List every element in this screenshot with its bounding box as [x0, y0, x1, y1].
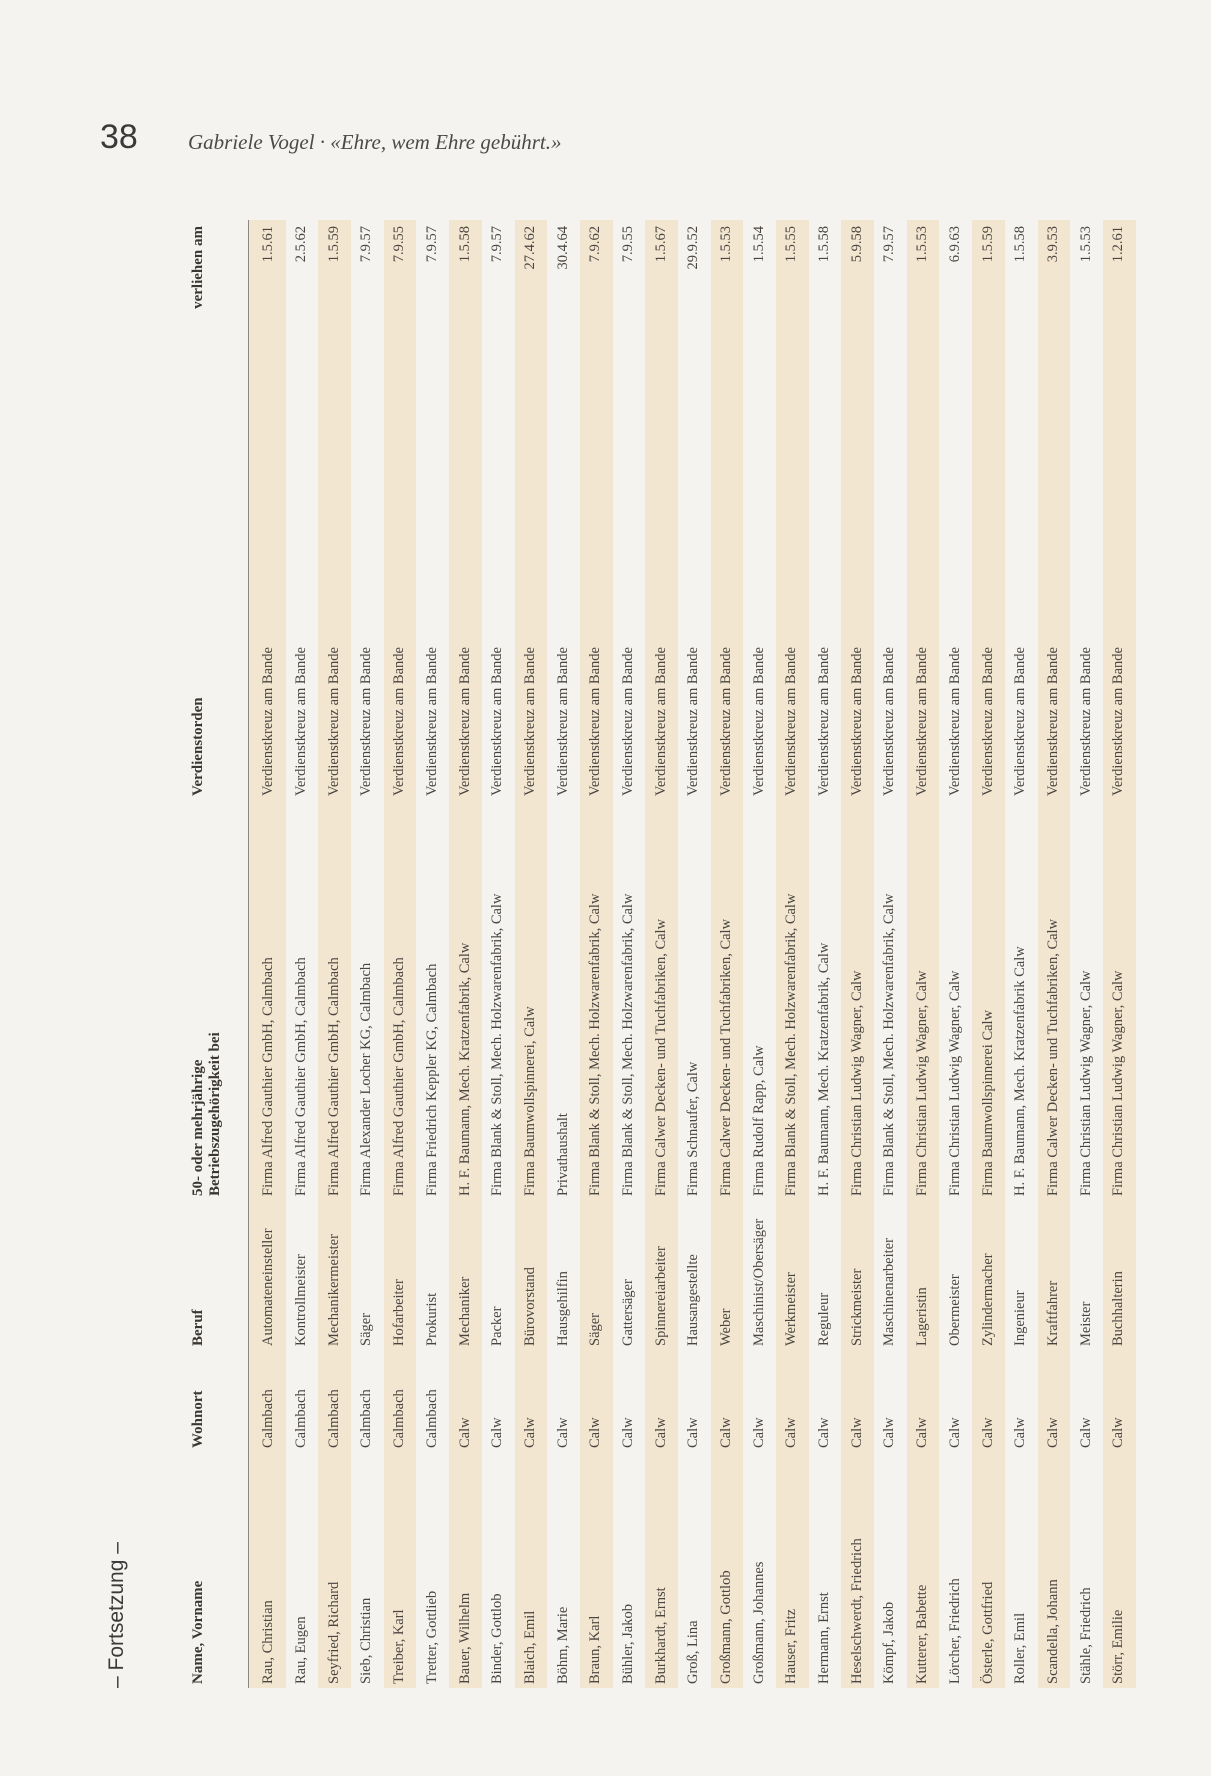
- cell-firma: Firma Christian Ludwig Wagner, Calw: [946, 970, 963, 1196]
- table-row: [384, 220, 417, 1688]
- cell-wohnort: Calw: [1012, 1417, 1029, 1448]
- table-row: [809, 220, 842, 1688]
- cell-wohnort: Calmbach: [384, 1350, 417, 1452]
- cell-name: Blaich, Emil: [515, 1452, 548, 1688]
- cell-orden: Verdienstkreuz am Bande: [972, 465, 1005, 800]
- cell-firma: Firma Blank & Stoll, Mech. Holzwarenfabrik, Calw: [776, 800, 809, 1200]
- cell-firma: Firma Alfred Gauthier GmbH, Calmbach: [249, 800, 286, 1200]
- cell-datum: 27.4.62: [515, 220, 548, 465]
- cell-name: Groß, Lina: [685, 1620, 702, 1684]
- cell-orden: Verdienstkreuz am Bande: [384, 465, 417, 800]
- cell-beruf: Lageristin: [907, 1200, 940, 1350]
- cell-datum: 1.5.59: [972, 220, 1005, 465]
- cell-firma: Firma Baumwollspinnerei, Calw: [515, 800, 548, 1200]
- cell-firma: H. F. Baumann, Mech. Kratzenfabrik Calw: [1012, 946, 1029, 1196]
- cell-orden: Verdienstkreuz am Bande: [423, 647, 440, 796]
- cell-datum: 7.9.55: [384, 220, 417, 465]
- cell-name: Hermann, Ernst: [816, 1592, 833, 1684]
- column-header-firma-line1: 50- oder mehrjährige: [190, 1059, 206, 1196]
- cell-orden: Verdienstkreuz am Bande: [358, 647, 375, 796]
- cell-beruf: Zylindermacher: [972, 1200, 1005, 1350]
- cell-beruf: Bürovorstand: [515, 1200, 548, 1350]
- cell-wohnort: Calw: [449, 1350, 482, 1452]
- cell-beruf: Werkmeister: [776, 1200, 809, 1350]
- cell-beruf: Spinnereiarbeiter: [645, 1200, 678, 1350]
- running-title: Gabriele Vogel · «Ehre, wem Ehre gebührt.»: [188, 130, 562, 154]
- cell-beruf: Hausangestellte: [685, 1254, 702, 1346]
- cell-datum: 1.5.58: [449, 220, 482, 465]
- table-row: [678, 220, 711, 1688]
- cell-wohnort: Calw: [515, 1350, 548, 1452]
- cell-firma: Firma Alfred Gauthier GmbH, Calmbach: [293, 957, 310, 1196]
- cell-orden: Verdienstkreuz am Bande: [1038, 465, 1071, 800]
- cell-beruf: Kontrollmeister: [293, 1254, 310, 1346]
- cell-datum: 5.9.58: [841, 220, 874, 465]
- cell-beruf: Buchhalterin: [1103, 1200, 1136, 1350]
- cell-beruf: Prokurist: [423, 1292, 440, 1346]
- cell-name: Tretter, Gottlieb: [423, 1590, 440, 1684]
- cell-datum: 1.5.53: [1077, 226, 1094, 263]
- cell-datum: 30.4.64: [554, 226, 571, 270]
- cell-orden: Verdienstkreuz am Bande: [1012, 647, 1029, 796]
- cell-wohnort: Calw: [580, 1350, 613, 1452]
- table-row: [482, 220, 515, 1688]
- cell-wohnort: Calw: [711, 1350, 744, 1452]
- cell-beruf: Hofarbeiter: [384, 1200, 417, 1350]
- cell-firma: Firma Blank & Stoll, Mech. Holzwarenfabrik, Calw: [619, 893, 636, 1196]
- cell-firma: Firma Christian Ludwig Wagner, Calw: [841, 800, 874, 1200]
- cell-name: Heselschwerdt, Friedrich: [841, 1452, 874, 1688]
- cell-name: Großmann, Gottlob: [711, 1452, 744, 1688]
- cell-firma: Firma Christian Ludwig Wagner, Calw: [1103, 800, 1136, 1200]
- table-header-row: [190, 220, 249, 1688]
- table-row: [874, 220, 907, 1688]
- cell-beruf: Obermeister: [946, 1274, 963, 1346]
- cell-datum: 7.9.57: [358, 226, 375, 263]
- honors-table: [190, 220, 1136, 1688]
- cell-datum: 1.2.61: [1103, 220, 1136, 465]
- cell-datum: 1.5.61: [249, 220, 286, 465]
- cell-name: Braun, Karl: [580, 1452, 613, 1688]
- table-row: [547, 220, 580, 1688]
- cell-orden: Verdienstkreuz am Bande: [554, 647, 571, 796]
- cell-beruf: Meister: [1077, 1301, 1094, 1346]
- table-row: [1070, 220, 1103, 1688]
- cell-wohnort: Calmbach: [249, 1350, 286, 1452]
- column-header-wohnort: Wohnort: [190, 1350, 249, 1452]
- cell-orden: Verdienstkreuz am Bande: [1103, 465, 1136, 800]
- cell-name: Störr, Emilie: [1103, 1452, 1136, 1688]
- cell-orden: Verdienstkreuz am Bande: [685, 647, 702, 796]
- cell-beruf: Hausgehilfin: [554, 1271, 571, 1346]
- cell-orden: Verdienstkreuz am Bande: [1077, 647, 1094, 796]
- cell-name: Sieb, Christian: [358, 1597, 375, 1684]
- cell-datum: 1.5.58: [816, 226, 833, 263]
- cell-orden: Verdienstkreuz am Bande: [841, 465, 874, 800]
- table-row: [1103, 220, 1136, 1688]
- cell-datum: 7.9.57: [489, 226, 506, 263]
- cell-firma: Firma Friedrich Keppler KG, Calmbach: [423, 963, 440, 1196]
- table-row: [613, 220, 646, 1688]
- table-row: [1038, 220, 1071, 1688]
- cell-beruf: Reguleur: [816, 1292, 833, 1346]
- cell-name: Kömpf, Jakob: [881, 1601, 898, 1684]
- cell-datum: 1.5.58: [1012, 226, 1029, 263]
- cell-beruf: Mechaniker: [449, 1200, 482, 1350]
- cell-orden: Verdienstkreuz am Bande: [580, 465, 613, 800]
- cell-datum: 6.9.63: [946, 226, 963, 263]
- cell-firma: H. F. Baumann, Mech. Kratzenfabrik, Calw: [816, 942, 833, 1196]
- cell-datum: 2.5.62: [293, 226, 310, 263]
- cell-name: Österle, Gottfried: [972, 1452, 1005, 1688]
- cell-beruf: Mechanikermeister: [318, 1200, 351, 1350]
- cell-firma: Privathaushalt: [554, 1113, 571, 1196]
- cell-wohnort: Calw: [619, 1417, 636, 1448]
- cell-datum: 7.9.57: [423, 226, 440, 263]
- cell-beruf: Säger: [358, 1312, 375, 1346]
- cell-firma: Firma Calwer Decken- und Tuchfabriken, Calw: [1038, 800, 1071, 1200]
- cell-orden: Verdienstkreuz am Bande: [776, 465, 809, 800]
- cell-wohnort: Calw: [841, 1350, 874, 1452]
- column-header-datum: verliehen am: [190, 220, 249, 465]
- cell-name: Treiber, Karl: [384, 1452, 417, 1688]
- cell-orden: Verdienstkreuz am Bande: [515, 465, 548, 800]
- cell-firma: Firma Blank & Stoll, Mech. Holzwarenfabrik, Calw: [580, 800, 613, 1200]
- page-number: 38: [100, 118, 138, 156]
- cell-name: Binder, Gottlob: [489, 1593, 506, 1684]
- cell-wohnort: Calw: [1077, 1417, 1094, 1448]
- cell-beruf: Automateneinsteller: [249, 1200, 286, 1350]
- cell-firma: Firma Calwer Decken- und Tuchfabriken, Calw: [711, 800, 744, 1200]
- cell-name: Großmann, Johannes: [750, 1561, 767, 1684]
- continuation-label: – Fortsetzung –: [105, 1542, 128, 1688]
- cell-beruf: Kraftfahrer: [1038, 1200, 1071, 1350]
- cell-wohnort: Calw: [1038, 1350, 1071, 1452]
- table-row: [416, 220, 449, 1688]
- table-row: [449, 220, 482, 1688]
- cell-wohnort: Calw: [1103, 1350, 1136, 1452]
- cell-beruf: Ingenieur: [1012, 1290, 1029, 1346]
- cell-firma: Firma Rudolf Rapp, Calw: [750, 1045, 767, 1196]
- cell-firma: Firma Blank & Stoll, Mech. Holzwarenfabrik, Calw: [881, 893, 898, 1196]
- cell-datum: 7.9.62: [580, 220, 613, 465]
- cell-orden: Verdienstkreuz am Bande: [449, 465, 482, 800]
- cell-name: Seyfried, Richard: [318, 1452, 351, 1688]
- column-header-name: Name, Vorname: [190, 1452, 249, 1688]
- cell-firma: Firma Calwer Decken- und Tuchfabriken, Calw: [645, 800, 678, 1200]
- cell-wohnort: Calw: [750, 1417, 767, 1448]
- cell-firma: H. F. Baumann, Mech. Kratzenfabrik, Calw: [449, 800, 482, 1200]
- cell-name: Hauser, Fritz: [776, 1452, 809, 1688]
- table-row: [972, 220, 1005, 1688]
- table-row: [907, 220, 940, 1688]
- cell-orden: Verdienstkreuz am Bande: [619, 647, 636, 796]
- cell-name: Bauer, Wilhelm: [449, 1452, 482, 1688]
- cell-datum: 1.5.55: [776, 220, 809, 465]
- table-row: [1005, 220, 1038, 1688]
- cell-wohnort: Calmbach: [293, 1389, 310, 1448]
- table-row: [841, 220, 874, 1688]
- cell-datum: 1.5.67: [645, 220, 678, 465]
- cell-wohnort: Calw: [554, 1417, 571, 1448]
- cell-orden: Verdienstkreuz am Bande: [249, 465, 286, 800]
- table-row: [286, 220, 319, 1688]
- cell-name: Rau, Christian: [249, 1452, 286, 1688]
- cell-datum: 7.9.57: [881, 226, 898, 263]
- column-header-beruf: Beruf: [190, 1200, 249, 1350]
- cell-wohnort: Calmbach: [423, 1389, 440, 1448]
- cell-orden: Verdienstkreuz am Bande: [489, 647, 506, 796]
- cell-wohnort: Calw: [776, 1350, 809, 1452]
- cell-name: Kutterer, Babette: [907, 1452, 940, 1688]
- table-row: [743, 220, 776, 1688]
- table-row: [351, 220, 384, 1688]
- table-row: [515, 220, 548, 1688]
- cell-datum: 1.5.53: [907, 220, 940, 465]
- table-row: [318, 220, 351, 1688]
- cell-firma: Firma Alexander Locher KG, Calmbach: [358, 962, 375, 1196]
- cell-name: Bühler, Jakob: [619, 1604, 636, 1684]
- cell-wohnort: Calw: [645, 1350, 678, 1452]
- cell-datum: 1.5.53: [711, 220, 744, 465]
- cell-name: Burkhardt, Ernst: [645, 1452, 678, 1688]
- cell-beruf: Maschinenarbeiter: [881, 1238, 898, 1346]
- cell-beruf: Weber: [711, 1200, 744, 1350]
- cell-datum: 29.9.52: [685, 226, 702, 270]
- cell-wohnort: Calw: [816, 1417, 833, 1448]
- cell-orden: Verdienstkreuz am Bande: [881, 647, 898, 796]
- cell-datum: 1.5.59: [318, 220, 351, 465]
- cell-orden: Verdienstkreuz am Bande: [946, 647, 963, 796]
- cell-firma: Firma Alfred Gauthier GmbH, Calmbach: [384, 800, 417, 1200]
- cell-name: Lörcher, Friedrich: [946, 1578, 963, 1684]
- rotated-table-block: [105, 128, 1127, 1688]
- cell-wohnort: Calw: [881, 1417, 898, 1448]
- column-header-orden: Verdienstorden: [190, 465, 249, 800]
- cell-orden: Verdienstkreuz am Bande: [318, 465, 351, 800]
- cell-name: Böhm, Marie: [554, 1606, 571, 1684]
- cell-datum: 1.5.54: [750, 226, 767, 263]
- column-header-firma: [190, 800, 249, 1200]
- cell-firma: Firma Alfred Gauthier GmbH, Calmbach: [318, 800, 351, 1200]
- cell-orden: Verdienstkreuz am Bande: [816, 647, 833, 796]
- cell-datum: 7.9.55: [619, 226, 636, 263]
- cell-beruf: Maschinist/Obersäger: [750, 1218, 767, 1346]
- cell-firma: Firma Blank & Stoll, Mech. Holzwarenfabrik, Calw: [489, 893, 506, 1196]
- cell-wohnort: Calw: [972, 1350, 1005, 1452]
- cell-wohnort: Calmbach: [318, 1350, 351, 1452]
- cell-orden: Verdienstkreuz am Bande: [907, 465, 940, 800]
- cell-datum: 3.9.53: [1038, 220, 1071, 465]
- cell-orden: Verdienstkreuz am Bande: [293, 647, 310, 796]
- cell-wohnort: Calw: [685, 1417, 702, 1448]
- cell-wohnort: Calmbach: [358, 1389, 375, 1448]
- table-row: [645, 220, 678, 1688]
- cell-orden: Verdienstkreuz am Bande: [645, 465, 678, 800]
- cell-name: Rau, Eugen: [293, 1616, 310, 1684]
- cell-beruf: Säger: [580, 1200, 613, 1350]
- cell-firma: Firma Baumwollspinnerei Calw: [972, 800, 1005, 1200]
- cell-wohnort: Calw: [946, 1417, 963, 1448]
- table-row: [776, 220, 809, 1688]
- column-header-firma-line2: Betriebszugehörigkeit bei: [206, 1032, 223, 1196]
- cell-firma: Firma Christian Ludwig Wagner, Calw: [1077, 970, 1094, 1196]
- cell-name: Scandella, Johann: [1038, 1452, 1071, 1688]
- cell-wohnort: Calw: [489, 1417, 506, 1448]
- cell-firma: Firma Schnaufer, Calw: [685, 1061, 702, 1196]
- cell-name: Stähle, Friedrich: [1077, 1587, 1094, 1684]
- cell-orden: Verdienstkreuz am Bande: [711, 465, 744, 800]
- table-row: [580, 220, 613, 1688]
- cell-beruf: Strickmeister: [841, 1200, 874, 1350]
- table-row: [939, 220, 972, 1688]
- table-row: [249, 220, 286, 1688]
- table-row: [711, 220, 744, 1688]
- cell-orden: Verdienstkreuz am Bande: [750, 647, 767, 796]
- cell-name: Roller, Emil: [1012, 1612, 1029, 1684]
- cell-wohnort: Calw: [907, 1350, 940, 1452]
- cell-firma: Firma Christian Ludwig Wagner, Calw: [907, 800, 940, 1200]
- cell-beruf: Packer: [489, 1306, 506, 1346]
- cell-beruf: Gattersäger: [619, 1279, 636, 1346]
